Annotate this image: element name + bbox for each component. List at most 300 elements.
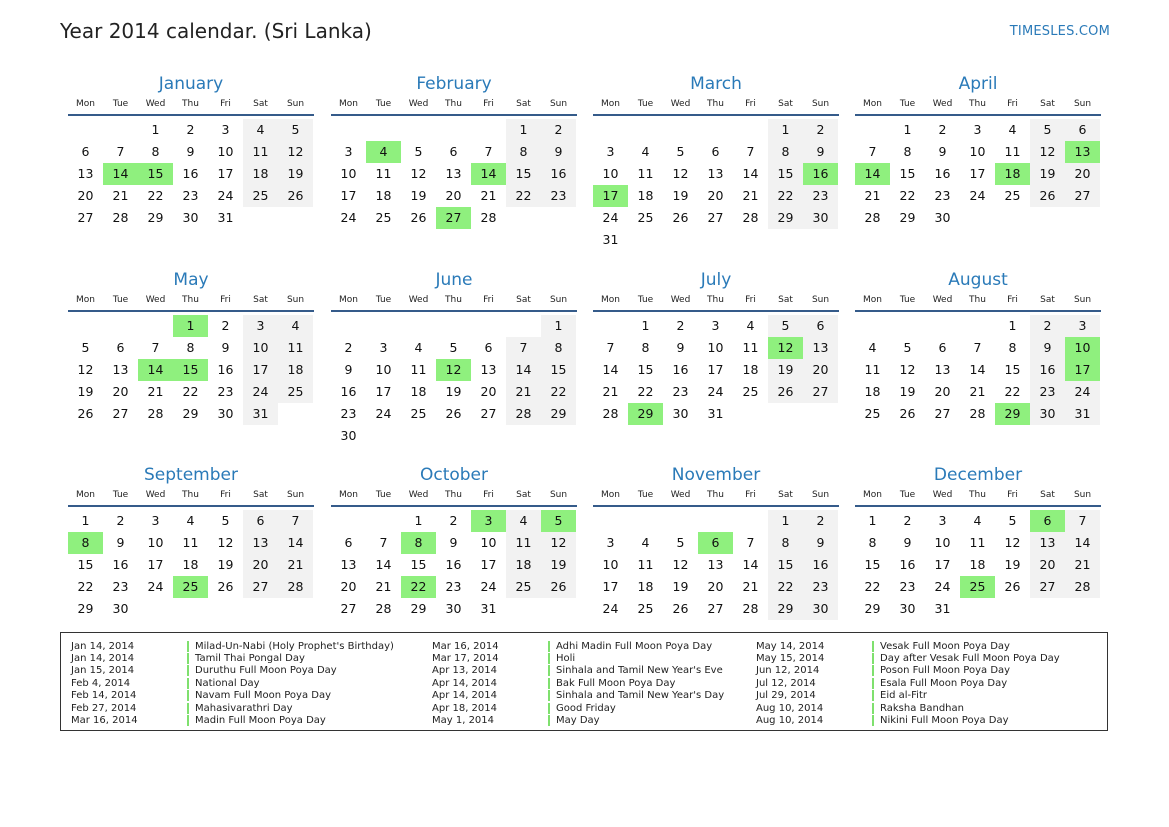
day-cell: 7 [746,535,755,550]
weekday-label: Sun [549,295,568,305]
day-cell: 16 [340,384,357,399]
day-cell: 6 [938,340,947,355]
day-cell: 23 [445,579,462,594]
legend-item [432,702,724,714]
day-cell: 20 [934,384,951,399]
holiday-name: Duruthu Full Moon Poya Day [195,665,337,677]
empty-cell [68,119,103,141]
legend-item [432,714,724,726]
day-cell: 26 [1030,185,1065,207]
day-cell: 5 [903,340,912,355]
month-title: June [435,270,473,290]
day-cell: 22 [1004,384,1021,399]
day-cell: 30 [672,406,689,421]
day-cell: 26 [768,381,803,403]
day-cell: 25 [864,406,881,421]
day-cell: 25 [410,406,427,421]
empty-cell [366,510,401,532]
week-row [331,163,577,185]
week-row [855,359,1101,381]
week-row [855,185,1101,207]
weekday-label: Sun [1073,490,1092,500]
day-cell: 21 [1065,554,1100,576]
day-cell: 7 [606,340,615,355]
day-cell: 1 [506,119,541,141]
holiday-day-cell: 27 [436,207,471,229]
day-cell: 11 [637,557,654,572]
day-cell: 7 [278,510,313,532]
day-cell: 14 [602,362,619,377]
legend-item [432,677,724,689]
day-cell: 26 [899,406,916,421]
month-january [68,73,314,229]
day-cell: 17 [375,384,392,399]
holiday-marker [872,703,874,714]
day-cell: 1 [868,513,877,528]
holiday-marker [548,678,550,689]
day-cell: 14 [969,362,986,377]
weekday-label: Tue [899,99,916,109]
day-cell: 24 [375,406,392,421]
week-row [331,532,577,554]
month-divider [331,114,577,116]
day-cell: 19 [672,188,689,203]
day-cell: 6 [449,144,458,159]
day-cell: 28 [1065,576,1100,598]
day-cell: 27 [707,210,724,225]
day-cell: 18 [243,163,278,185]
day-cell: 24 [1065,381,1100,403]
day-cell: 30 [340,428,357,443]
legend-item [71,690,394,702]
weekday-label: Fri [483,99,494,109]
day-cell: 4 [746,318,755,333]
week-row [855,315,1101,337]
holiday-marker [872,665,874,676]
weekday-label: Thu [182,99,199,109]
day-cell: 27 [112,406,129,421]
holiday-legend [60,632,1108,731]
day-cell: 2 [116,513,125,528]
holiday-day-cell: 14 [471,163,506,185]
day-cell: 20 [445,188,462,203]
day-cell: 3 [151,513,160,528]
day-cell: 30 [112,601,129,616]
week-row [331,207,577,229]
day-cell: 14 [742,557,759,572]
week-row [68,510,314,532]
weekday-label: Sat [1040,99,1055,109]
week-row [331,119,577,141]
day-cell: 18 [410,384,427,399]
day-cell: 26 [410,210,427,225]
day-cell: 10 [147,535,164,550]
week-row [593,315,839,337]
weekday-header [68,487,314,503]
day-cell: 24 [602,210,619,225]
month-title: May [173,270,209,290]
week-row [593,381,839,403]
holiday-name: Eid al-Fitr [880,690,927,702]
day-cell: 12 [1030,141,1065,163]
day-cell: 18 [375,188,392,203]
empty-cell [855,119,890,141]
day-cell: 5 [1008,513,1017,528]
week-row [855,532,1101,554]
holiday-name: Nikini Full Moon Poya Day [880,715,1009,727]
holiday-date: Feb 4, 2014 [71,677,131,689]
day-cell: 9 [1030,337,1065,359]
legend-column [432,640,724,727]
week-row [855,403,1101,425]
week-row [68,141,314,163]
week-row [855,337,1101,359]
holiday-date: Mar 16, 2014 [432,640,499,652]
day-cell: 21 [480,188,497,203]
weekday-label: Mon [76,99,95,109]
day-cell: 5 [81,340,90,355]
day-cell: 8 [541,337,576,359]
day-cell: 4 [973,513,982,528]
day-cell: 26 [672,210,689,225]
empty-cell [593,315,628,337]
day-cell: 5 [1030,119,1065,141]
day-cell: 15 [899,166,916,181]
day-cell: 30 [803,598,838,620]
day-cell: 28 [480,210,497,225]
weekday-header [593,96,839,112]
weekday-header [593,292,839,308]
week-row [593,337,839,359]
holiday-date: Apr 13, 2014 [432,665,498,677]
week-row [68,532,314,554]
holiday-day-cell: 18 [995,163,1030,185]
day-cell: 25 [243,185,278,207]
holiday-name: Sinhala and Tamil New Year's Day [556,690,725,702]
day-cell: 16 [217,362,234,377]
day-cell: 5 [278,119,313,141]
day-cell: 28 [864,210,881,225]
day-cell: 12 [899,362,916,377]
day-cell: 19 [899,384,916,399]
empty-cell [331,119,366,141]
weekday-label: Sat [516,99,531,109]
legend-item [432,640,724,652]
empty-cell [960,315,995,337]
day-cell: 26 [672,601,689,616]
day-cell: 23 [803,576,838,598]
day-cell: 5 [221,513,230,528]
weekday-label: Fri [220,490,231,500]
month-title: December [933,465,1023,485]
weekday-label: Fri [220,295,231,305]
holiday-date: Mar 16, 2014 [71,715,138,727]
holiday-day-cell: 8 [68,532,103,554]
weekday-label: Fri [1007,99,1018,109]
day-cell: 16 [899,557,916,572]
holiday-day-cell: 25 [960,576,995,598]
day-cell: 29 [768,207,803,229]
day-cell: 20 [1065,163,1100,185]
day-cell: 8 [768,141,803,163]
day-cell: 27 [480,406,497,421]
day-cell: 16 [112,557,129,572]
weekday-label: Sat [778,490,793,500]
empty-cell [366,119,401,141]
day-cell: 16 [182,166,199,181]
day-cell: 23 [899,579,916,594]
legend-item [71,714,394,726]
day-cell: 6 [81,144,90,159]
day-cell: 29 [147,210,164,225]
day-cell: 14 [506,359,541,381]
weekday-label: Wed [408,99,429,109]
weekday-label: Fri [220,99,231,109]
day-cell: 29 [182,406,199,421]
holiday-date: Feb 14, 2014 [71,690,137,702]
day-cell: 9 [344,362,353,377]
day-cell: 13 [77,166,94,181]
day-cell: 2 [903,513,912,528]
day-cell: 3 [1065,315,1100,337]
day-cell: 4 [414,340,423,355]
weekday-label: Wed [408,295,429,305]
holiday-day-cell: 1 [173,315,208,337]
holiday-name: National Day [195,677,260,689]
day-cell: 9 [803,141,838,163]
holiday-marker [872,653,874,664]
legend-item [756,690,1060,702]
day-cell: 10 [243,337,278,359]
holiday-day-cell: 16 [803,163,838,185]
day-cell: 8 [151,144,160,159]
weekday-label: Wed [145,490,166,500]
weekday-label: Sat [1040,490,1055,500]
day-cell: 28 [112,210,129,225]
day-cell: 12 [77,362,94,377]
legend-column [71,640,394,727]
day-cell: 4 [641,144,650,159]
brand-link[interactable]: TIMESLES.COM [1009,24,1110,39]
holiday-day-cell: 10 [1065,337,1100,359]
day-cell: 8 [1008,340,1017,355]
weekday-label: Wed [145,99,166,109]
week-row [593,119,839,141]
weekday-label: Wed [408,490,429,500]
day-cell: 2 [803,510,838,532]
empty-cell [401,315,436,337]
week-row [593,576,839,598]
week-row [331,359,577,381]
day-cell: 20 [707,188,724,203]
weekday-header [68,96,314,112]
day-cell: 6 [484,340,493,355]
holiday-name: Mahasivarathri Day [195,702,293,714]
day-cell: 24 [934,579,951,594]
day-cell: 3 [606,535,615,550]
day-cell: 23 [182,188,199,203]
day-cell: 19 [410,188,427,203]
week-row [331,554,577,576]
month-august [855,269,1101,425]
month-divider [593,114,839,116]
weekday-header [855,96,1101,112]
week-row [331,315,577,337]
week-row [593,510,839,532]
week-row [331,576,577,598]
legend-item [71,702,394,714]
weekday-label: Sun [1073,99,1092,109]
month-divider [331,310,577,312]
day-cell: 31 [1065,403,1100,425]
day-cell: 24 [243,381,278,403]
week-row [68,315,314,337]
holiday-marker [548,653,550,664]
weekday-label: Fri [745,99,756,109]
day-cell: 11 [506,532,541,554]
day-cell: 2 [938,122,947,137]
day-cell: 22 [637,384,654,399]
day-cell: 2 [221,318,230,333]
weekday-label: Thu [707,99,724,109]
day-cell: 28 [147,406,164,421]
day-cell: 15 [541,359,576,381]
day-cell: 7 [746,144,755,159]
day-cell: 15 [864,557,881,572]
day-cell: 7 [868,144,877,159]
day-cell: 30 [445,601,462,616]
week-row [331,141,577,163]
holiday-marker [187,703,189,714]
empty-cell [436,315,471,337]
month-may [68,269,314,425]
day-cell: 14 [742,166,759,181]
month-divider [855,505,1101,507]
day-cell: 4 [868,340,877,355]
day-cell: 24 [707,384,724,399]
week-row [331,337,577,359]
weekday-label: Thu [445,490,462,500]
day-cell: 3 [606,144,615,159]
empty-cell [68,315,103,337]
holiday-day-cell: 8 [401,532,436,554]
holiday-day-cell: 6 [698,532,733,554]
day-cell: 3 [938,513,947,528]
day-cell: 3 [711,318,720,333]
week-row [68,163,314,185]
holiday-name: Holi [556,653,576,665]
legend-item [71,677,394,689]
day-cell: 11 [864,362,881,377]
day-cell: 24 [969,188,986,203]
empty-cell [401,119,436,141]
day-cell: 12 [278,141,313,163]
weekday-label: Thu [445,295,462,305]
week-row [68,185,314,207]
day-cell: 21 [742,188,759,203]
weekday-label: Thu [182,490,199,500]
holiday-name: Milad-Un-Nabi (Holy Prophet's Birthday) [195,640,394,652]
day-cell: 2 [344,340,353,355]
day-cell: 24 [147,579,164,594]
holiday-day-cell: 14 [855,163,890,185]
day-cell: 13 [480,362,497,377]
week-row [593,554,839,576]
holiday-name: Sinhala and Tamil New Year's Eve [556,665,723,677]
week-row [855,207,1101,229]
day-cell: 5 [676,144,685,159]
day-cell: 14 [375,557,392,572]
holiday-date: Jul 29, 2014 [756,690,816,702]
legend-item [71,640,394,652]
day-cell: 15 [1004,362,1021,377]
day-cell: 18 [637,188,654,203]
day-cell: 8 [768,532,803,554]
weekday-label: Sun [811,99,830,109]
legend-item [756,677,1060,689]
holiday-date: Aug 10, 2014 [756,702,824,714]
day-cell: 21 [112,188,129,203]
week-row [855,119,1101,141]
day-cell: 25 [637,210,654,225]
day-cell: 27 [707,601,724,616]
holiday-day-cell: 12 [768,337,803,359]
day-cell: 19 [1030,163,1065,185]
day-cell: 27 [243,576,278,598]
day-cell: 24 [340,210,357,225]
legend-item [71,665,394,677]
holiday-date: Jan 15, 2014 [71,665,135,677]
weekday-label: Mon [863,99,882,109]
day-cell: 20 [1030,554,1065,576]
holiday-date: Apr 14, 2014 [432,690,498,702]
day-cell: 26 [445,406,462,421]
day-cell: 28 [742,601,759,616]
week-row [68,381,314,403]
holiday-name: Adhi Madin Full Moon Poya Day [556,640,713,652]
day-cell: 12 [1004,535,1021,550]
empty-cell [331,315,366,337]
day-cell: 13 [707,557,724,572]
week-row [593,185,839,207]
day-cell: 23 [1030,381,1065,403]
holiday-day-cell: 29 [995,403,1030,425]
day-cell: 26 [1004,579,1021,594]
empty-cell [663,119,698,141]
day-cell: 27 [340,601,357,616]
day-cell: 28 [278,576,313,598]
holiday-name: Raksha Bandhan [880,702,964,714]
day-cell: 7 [506,337,541,359]
day-cell: 2 [803,119,838,141]
day-cell: 29 [899,210,916,225]
day-cell: 1 [81,513,90,528]
holiday-date: Mar 17, 2014 [432,653,499,665]
week-row [855,381,1101,403]
day-cell: 30 [934,210,951,225]
week-row [855,510,1101,532]
week-row [68,359,314,381]
weekday-label: Wed [670,295,691,305]
day-cell: 14 [278,532,313,554]
day-cell: 12 [541,532,576,554]
day-cell: 30 [899,601,916,616]
holiday-day-cell: 29 [628,403,663,425]
day-cell: 8 [506,141,541,163]
day-cell: 11 [278,337,313,359]
day-cell: 5 [676,535,685,550]
empty-cell [663,510,698,532]
